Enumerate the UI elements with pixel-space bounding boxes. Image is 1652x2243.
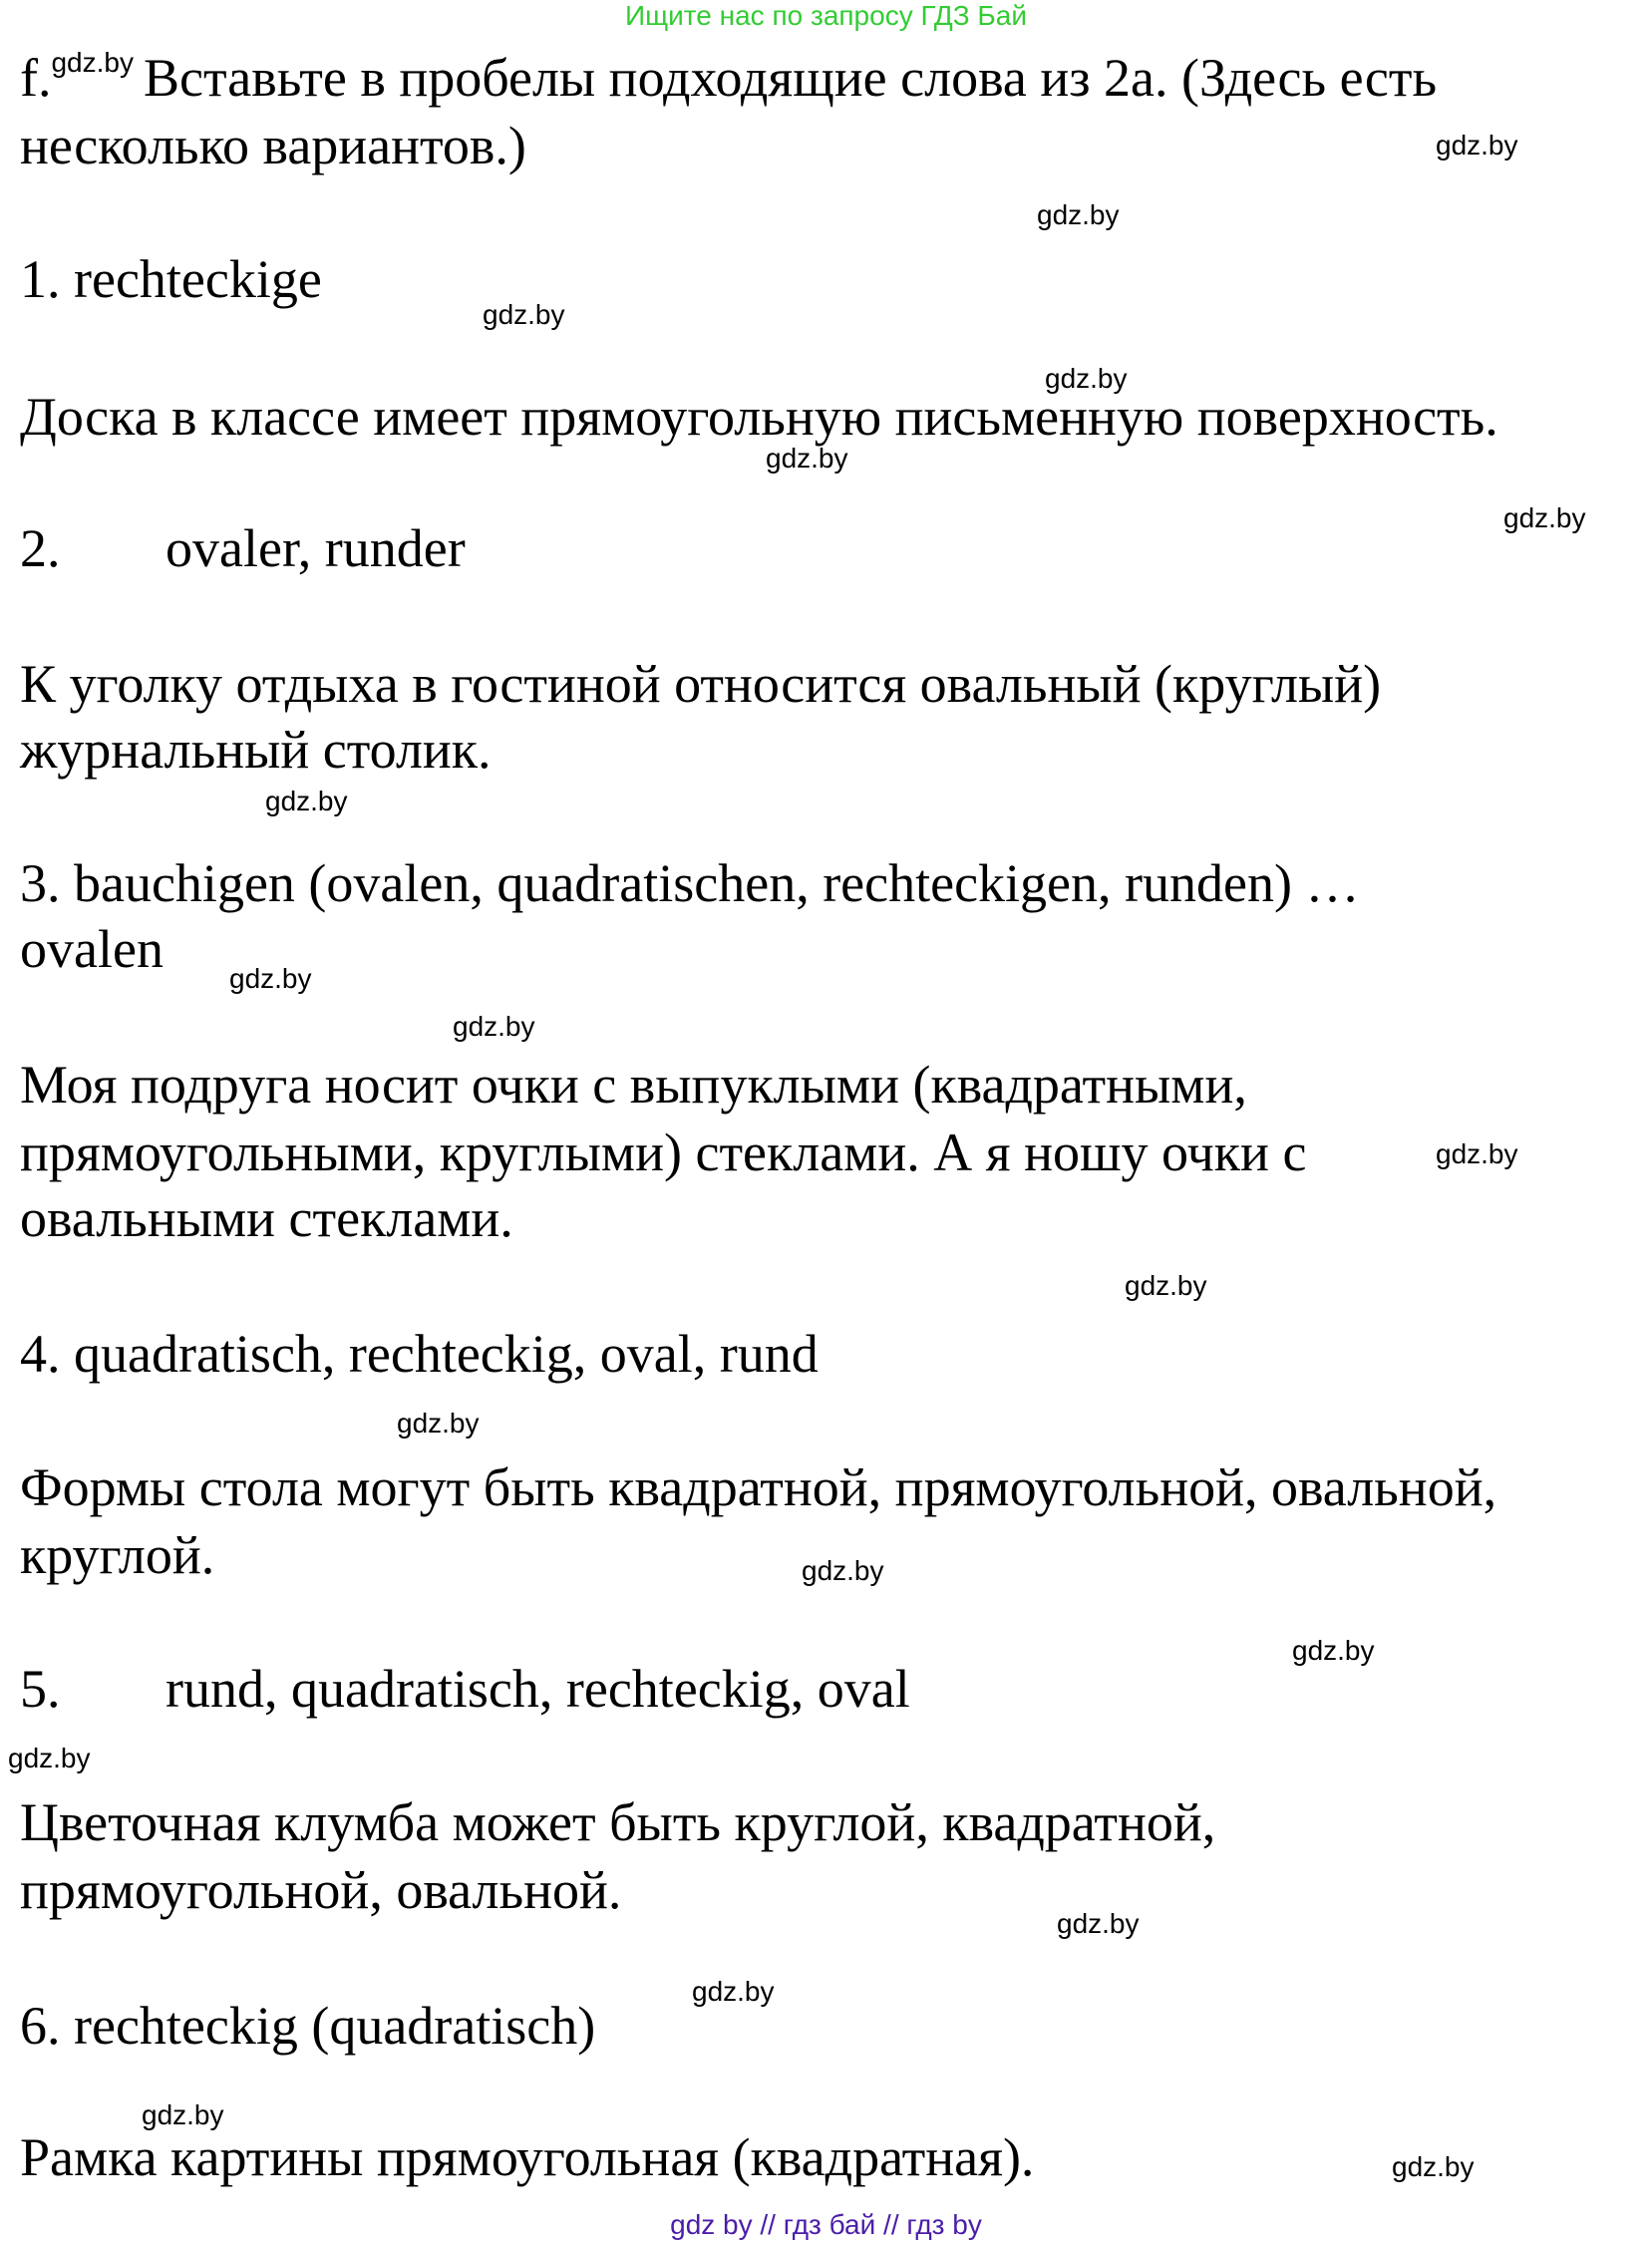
watermark: gdz.by: [1292, 1635, 1375, 1666]
watermark: gdz.by: [51, 47, 134, 78]
watermark: gdz.by: [692, 1976, 775, 2007]
item-1-answer: 1. rechteckige: [20, 249, 322, 309]
item-2-translation-line-2: журнальный столик.: [20, 720, 492, 780]
item-2-number: 2.: [20, 518, 61, 578]
item-4-translation-line-1: Формы стола могут быть квадратной, прямоугольной, овальной,: [20, 1457, 1497, 1517]
item-6-translation: Рамка картины прямоугольная (квадратная).: [20, 2127, 1035, 2187]
exercise-heading: [20, 46, 1437, 119]
watermark: gdz.by: [265, 786, 348, 816]
item-5-words: rund, quadratisch, rechteckig, oval: [165, 1659, 910, 1719]
watermark: gdz.by: [229, 963, 312, 994]
watermark: gdz.by: [1436, 130, 1518, 160]
item-3-answer-line-2: ovalen: [20, 919, 164, 979]
exercise-letter: f.: [20, 48, 52, 108]
item-5-number: 5.: [20, 1659, 61, 1719]
footer-watermark: gdz by // гдз бай // гдз by: [670, 2209, 982, 2240]
item-5-translation-line-1: Цветочная клумба может быть круглой, квадратной,: [20, 1792, 1216, 1852]
exercise-instruction: Вставьте в пробелы подходящие слова из 2а. (Здесь есть: [143, 48, 1438, 108]
item-3-translation-line-2: прямоугольными, круглыми) стеклами. А я ношу очки с: [20, 1122, 1307, 1182]
item-1-translation: Доска в классе имеет прямоугольную письменную поверхность.: [20, 387, 1498, 447]
item-5-translation-line-2: прямоугольной, овальной.: [20, 1860, 622, 1920]
watermark: gdz.by: [1436, 1138, 1518, 1169]
watermark: gdz.by: [8, 1743, 91, 1773]
item-2-answer: [20, 516, 466, 580]
item-3-answer-line-1: 3. bauchigen (ovalen, quadratischen, rechteckigen, runden) …: [20, 853, 1360, 913]
watermark: gdz.by: [1392, 2151, 1475, 2182]
watermark: gdz.by: [766, 443, 848, 474]
watermark: gdz.by: [1037, 199, 1120, 230]
watermark: gdz.by: [1125, 1270, 1207, 1301]
watermark: gdz.by: [802, 1555, 884, 1586]
item-3-translation-line-3: овальными стеклами.: [20, 1188, 513, 1248]
item-3-translation-line-1: Моя подруга носит очки с выпуклыми (квадратными,: [20, 1055, 1247, 1115]
item-2-words: ovaler, runder: [165, 518, 466, 578]
watermark: gdz.by: [483, 299, 565, 330]
watermark: gdz.by: [1045, 363, 1128, 394]
watermark: gdz.by: [1057, 1908, 1140, 1939]
item-4-answer: 4. quadratisch, rechteckig, oval, rund: [20, 1324, 819, 1384]
item-4-translation-line-2: круглой.: [20, 1525, 215, 1585]
exercise-instruction-cont: несколько вариантов.): [20, 116, 526, 175]
watermark: gdz.by: [397, 1408, 480, 1439]
watermark: gdz.by: [453, 1011, 535, 1042]
item-6-answer: 6. rechteckig (quadratisch): [20, 1996, 596, 2056]
watermark: gdz.by: [1503, 502, 1586, 533]
item-5-answer: [20, 1657, 910, 1721]
watermark: gdz.by: [142, 2099, 224, 2130]
item-2-translation-line-1: К уголку отдыха в гостиной относится овальный (круглый): [20, 654, 1382, 714]
top-banner: Ищите нас по запросу ГДЗ Бай: [624, 0, 1028, 31]
